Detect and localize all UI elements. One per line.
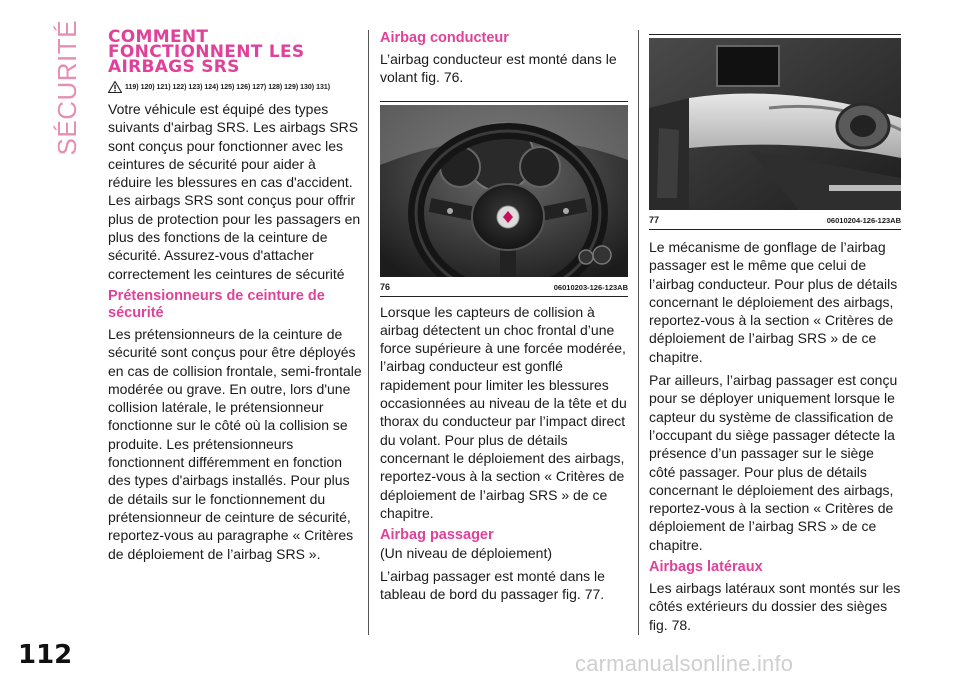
passenger-detection-paragraph: Par ailleurs, l’airbag passager est conçu pour se déployer uniquement lorsque le capteur du système de classification de l’occupant du siège passager détecte la présence d’un passager sur le siège côté passager. Pour plus de détails concernant le déploiement des airbags, reportez-vous à la section « Critères de déploiement de l’airbag SRS » de ce chapitre.: [649, 372, 898, 553]
passenger-airbag-heading: Airbag passager: [380, 527, 494, 544]
steering-wheel-photo: [380, 105, 628, 277]
mechanism-paragraph: Le mécanisme de gonflage de l’airbag passager est le même que celui de l’airbag conducteur. Pour plus de détails concernant le déploiement des airbags, reportez-vous à la section « Critères de déploiement de l’airbag SRS » de ce chapitre.: [649, 239, 898, 365]
side-airbags-heading: Airbags latéraux: [649, 559, 763, 576]
driver-airbag-paragraph: L’airbag conducteur est monté dans le volant fig. 76.: [380, 51, 617, 86]
passenger-airbag-paragraph: L’airbag passager est monté dans le tableau de bord du passager fig. 77.: [380, 568, 605, 603]
section-tab: [52, 20, 84, 170]
main-heading-line: AIRBAGS SRS: [108, 57, 240, 77]
intro-paragraph: Votre véhicule est équipé des types suivants d'airbag SRS. Les airbags SRS sont conçus pour fonctionner avec les ceintures de sécurité pour aider à réduire les blessures en cas d'accident. Les airbags SRS sont conçus pour offrir plus de protection pour les passagers en plus des fonctions de la ceinture de sécurité. Assurez-vous d'attacher correctement les ceintures de sécurité: [108, 101, 361, 282]
figure-76-caption: [380, 277, 628, 296]
driver-airbag-heading: Airbag conducteur: [380, 30, 509, 46]
side-airbags-paragraph: Les airbags latéraux sont montés sur les côtés extérieurs du dossier des sièges fig. 78.: [649, 580, 901, 633]
collision-paragraph: Lorsque les capteurs de collision à airbag détectent un choc frontal d’une force supérieure à une forcée modérée, l’airbag conducteur est gonflé rapidement pour limiter les blessures occasionnées au niveau de la tête et du thorax du conducteur par l’impact direct du volant. Pour plus de détails concernant le déploiement des airbags, reportez-vous à la section « Critères de déploiement de l’airbag SRS » de ce chapitre.: [380, 303, 627, 521]
figure-code: 06010203-126-123AB: [553, 282, 628, 292]
figure-number: 76: [380, 281, 391, 292]
passenger-airbag-subtitle: (Un niveau de déploiement): [380, 545, 552, 562]
main-heading-line: FONCTIONNENT LES: [108, 42, 305, 62]
figure-77: [649, 34, 901, 230]
reference-list: 119) 120) 121) 122) 123) 124) 125) 126) 127) 128) 129) 130) 131): [125, 84, 331, 91]
column-1: [108, 27, 362, 568]
passenger-dashboard-photo: [649, 38, 901, 210]
column-3: [649, 30, 901, 639]
main-heading: [108, 27, 362, 77]
figure-76: [380, 101, 628, 297]
column-divider: [638, 30, 639, 635]
warning-references: [108, 81, 362, 94]
main-heading-line: COMMENT: [108, 27, 209, 47]
pretensioner-heading: Prétensionneurs de ceinture de sécurité: [108, 287, 325, 321]
column-divider: [368, 30, 369, 635]
pretensioner-paragraph: Les prétensionneurs de la ceinture de sécurité sont conçus pour être déployés en cas de collision frontale, semi-frontale modérée ou grave. En outre, lors d'une collision latérale, le prétensionneur fonctionne sur le côté où la collision se produite. Les prétensionneurs fonctionnent différemment en fonction des types d'airbags installés. Pour plus de détails sur le fonctionnement du prétensionneur de ceinture de sécurité, reportez-vous au paragraphe « Critères de déploiement de l’airbag SRS ».: [108, 325, 362, 562]
page-number: 112: [18, 640, 73, 670]
section-tab-label: SÉCURITÉ: [52, 20, 82, 156]
figure-77-caption: [649, 210, 901, 229]
figure-code: 06010204-126-123AB: [826, 216, 901, 225]
figure-number: 77: [649, 215, 660, 225]
column-2: [380, 30, 628, 609]
watermark: carmanualsonline.info: [575, 651, 794, 676]
warning-triangle-icon: [108, 81, 122, 93]
